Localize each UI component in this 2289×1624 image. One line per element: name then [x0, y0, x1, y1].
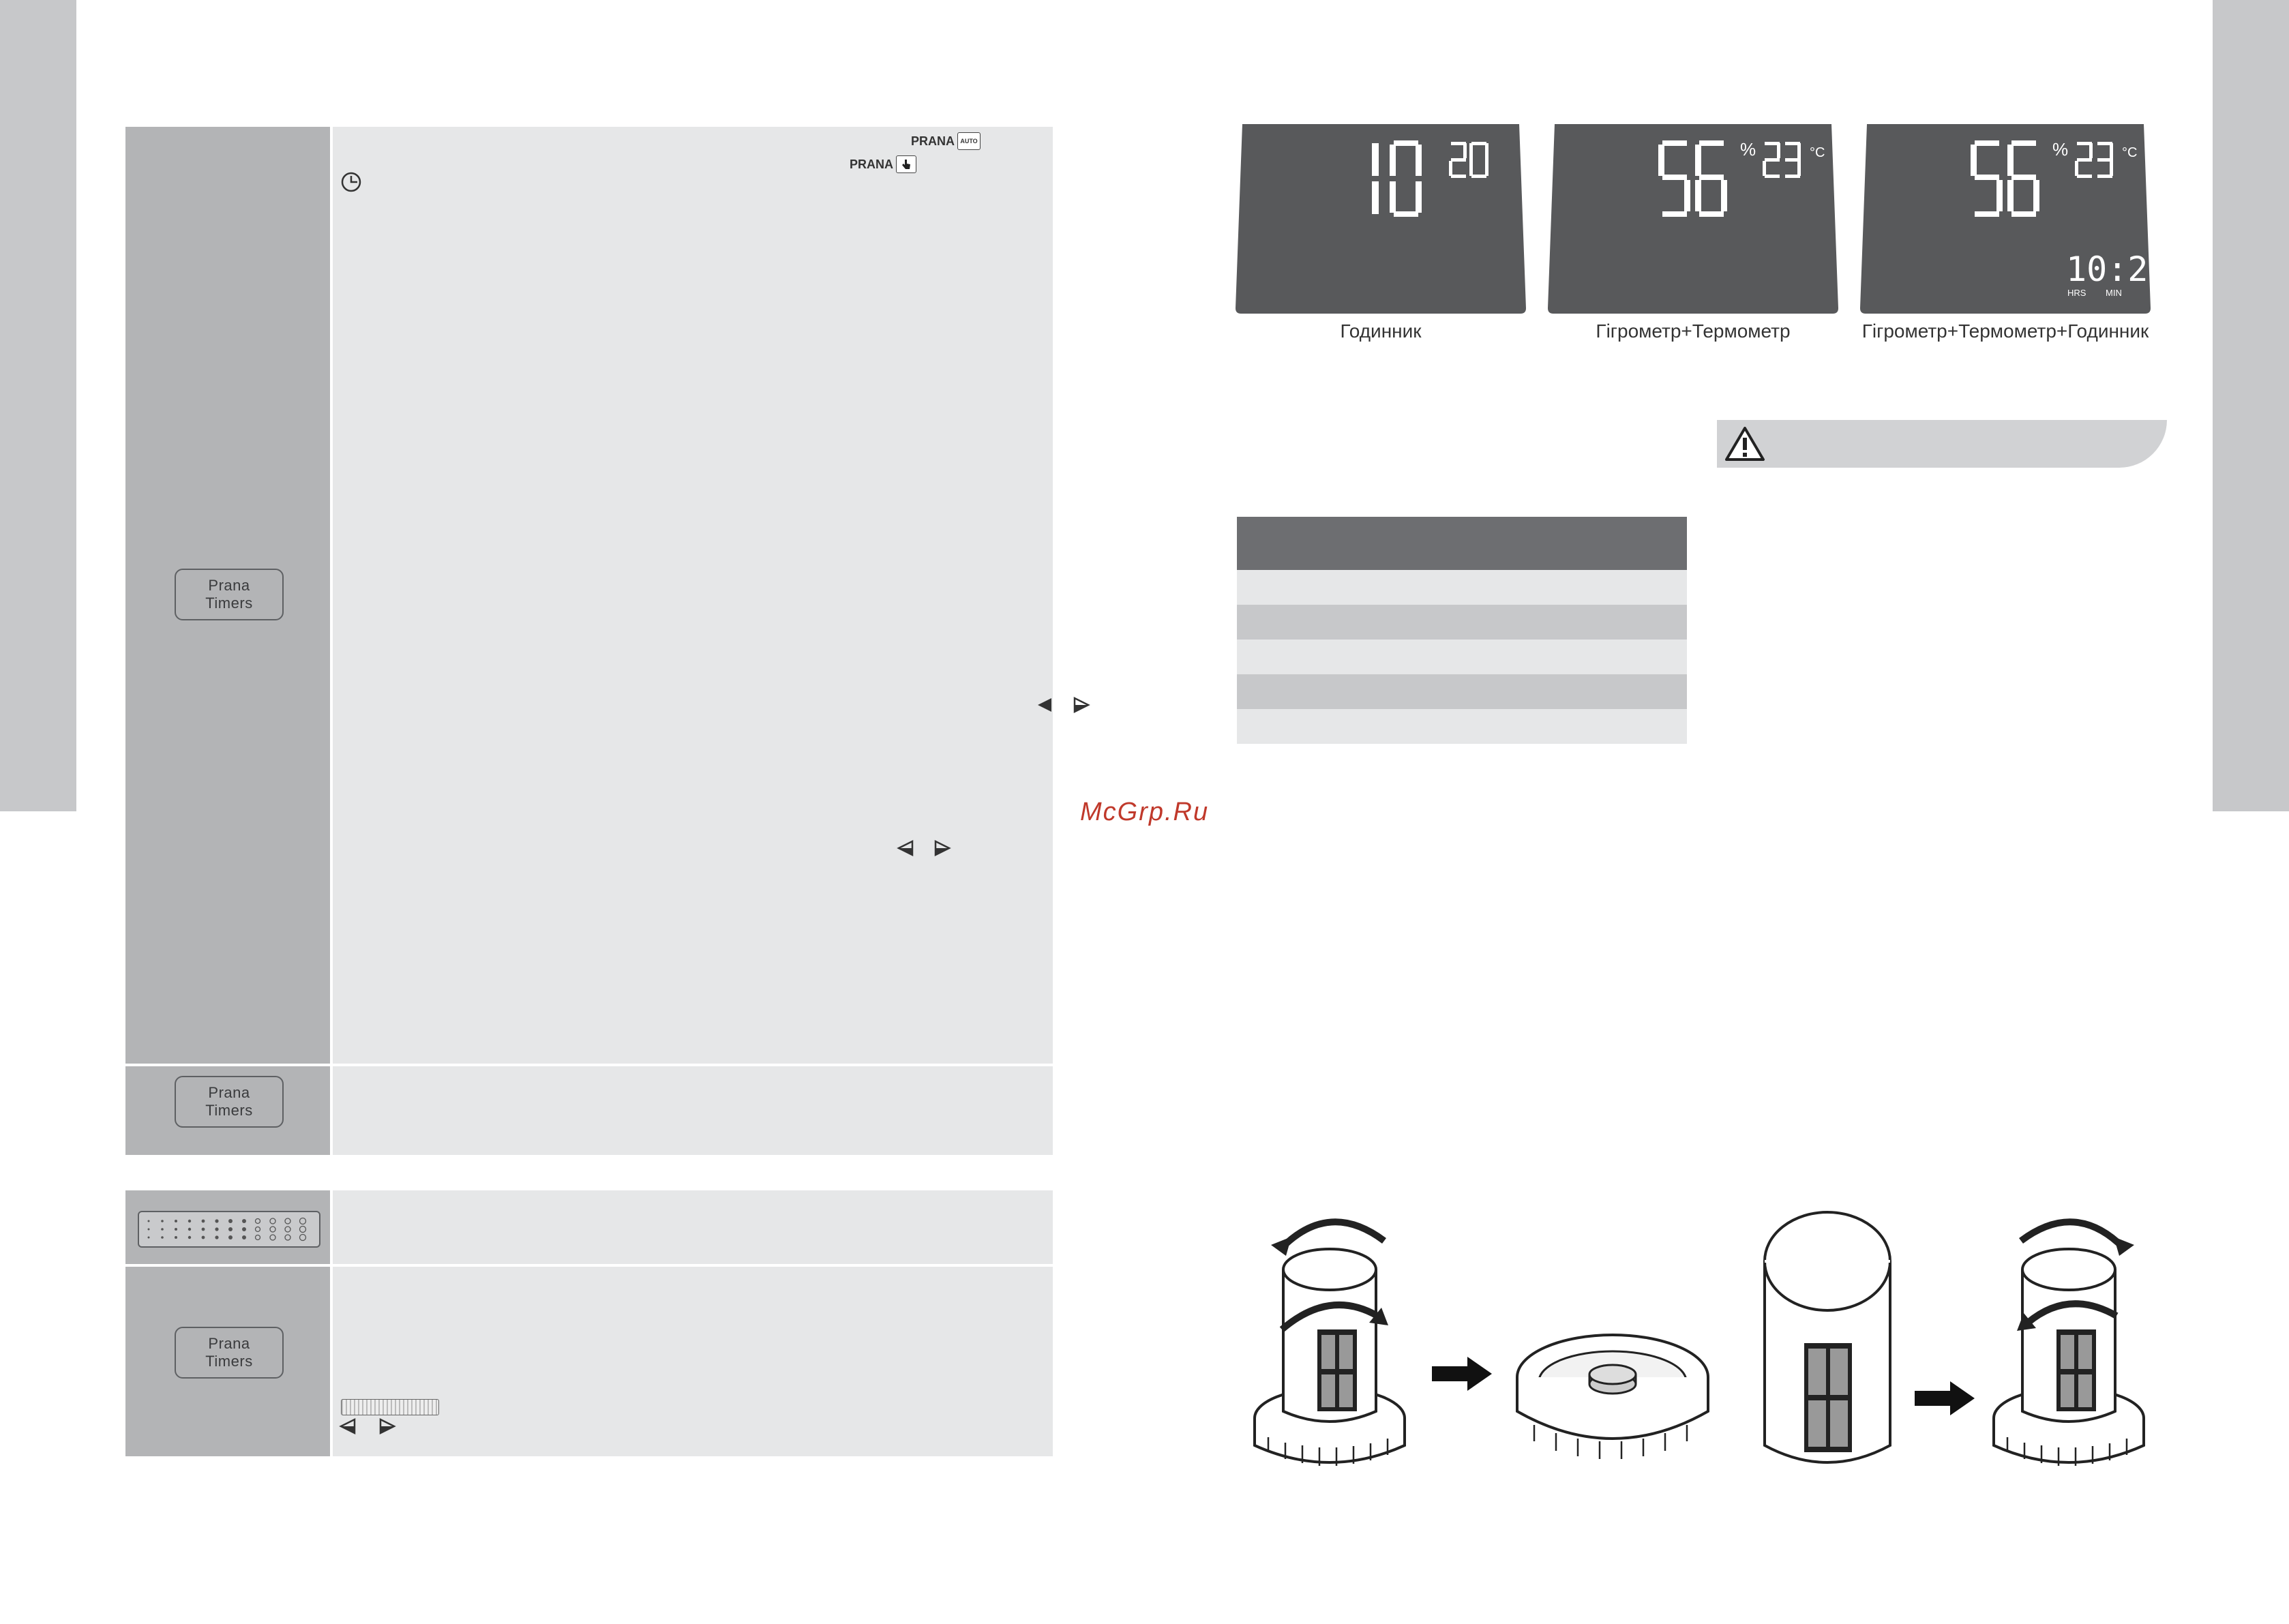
timer-level-bar	[341, 1399, 439, 1415]
prana-timers-button[interactable]	[175, 1076, 284, 1128]
celsius-unit: °C	[1810, 145, 1825, 160]
spec-table	[1237, 517, 1687, 744]
prana-manual-indicator	[850, 155, 916, 173]
filter-unscrew-illustration	[1255, 1207, 1418, 1479]
icon-cell	[125, 1267, 330, 1456]
warning-icon	[1724, 425, 1766, 462]
table-row	[1237, 605, 1687, 640]
caution-bar	[1717, 420, 2167, 468]
left-arrow-icon	[897, 840, 915, 856]
prana-manual-label: PRANA	[850, 157, 894, 171]
button-line1: Prana	[208, 1335, 250, 1352]
filter-cartridge-illustration	[1759, 1207, 1896, 1479]
icon-cell	[125, 127, 330, 1064]
left-page-tab	[0, 0, 76, 811]
caption-hygro-thermo-clock: Гігрометр+Термометр+Годинник	[1861, 320, 2149, 342]
left-arrow-icon	[1036, 697, 1054, 713]
percent-unit: %	[2052, 139, 2069, 160]
right-arrow-icon	[378, 1418, 395, 1434]
timer-slider-row	[125, 1267, 1053, 1456]
text-cell	[333, 1190, 1053, 1264]
prana-timers-button[interactable]	[175, 1327, 284, 1379]
text-cell	[333, 127, 1053, 1064]
arrow-right-icon	[1432, 1357, 1493, 1391]
left-arrow-icon	[340, 1418, 357, 1434]
caption-clock: Годинник	[1340, 320, 1422, 342]
right-arrow-icon	[933, 840, 951, 856]
hrs-label: HRS	[2067, 288, 2086, 298]
spec-table-header	[1237, 517, 1687, 570]
left-right-arrows	[1036, 697, 1090, 713]
timers-description-row	[125, 127, 1053, 1064]
button-line2: Timers	[205, 1102, 253, 1119]
button-line2: Timers	[205, 1353, 253, 1370]
table-row	[1237, 570, 1687, 605]
display-hygro-thermo-clock	[1860, 121, 2169, 314]
table-row	[1237, 640, 1687, 674]
filter-screw-illustration	[1994, 1207, 2157, 1479]
icon-cell	[125, 1066, 330, 1155]
celsius-unit: °C	[2122, 145, 2138, 160]
timers-second-row	[125, 1066, 1053, 1155]
display-clock	[1236, 121, 1526, 314]
right-arrow-icon	[1072, 697, 1090, 713]
prana-auto-label: PRANA	[911, 134, 955, 148]
icon-cell	[125, 1190, 330, 1264]
watermark: McGrp.Ru	[1080, 798, 1210, 826]
prana-timers-button[interactable]	[175, 569, 284, 620]
left-right-arrows-2	[897, 840, 951, 856]
led-dots-icon	[139, 1212, 319, 1246]
percent-unit: %	[1740, 139, 1756, 160]
auto-mode-icon: AUTO	[957, 132, 981, 150]
text-cell	[333, 1267, 1053, 1456]
prana-auto-indicator	[911, 132, 981, 150]
table-row	[1237, 709, 1687, 744]
hand-pointer-icon	[896, 155, 916, 173]
min-label: MIN	[2106, 288, 2122, 298]
clock-readout: 10:20	[2066, 250, 2169, 289]
text-cell	[333, 1066, 1053, 1155]
indicator-row	[125, 1190, 1053, 1264]
caption-hygro-thermo: Гігрометр+Термометр	[1596, 320, 1791, 342]
right-page-tab	[2213, 0, 2289, 811]
arrow-right-icon	[1915, 1381, 1976, 1415]
led-dot-indicator	[138, 1211, 320, 1248]
button-line1: Prana	[208, 1084, 250, 1101]
button-line2: Timers	[205, 595, 253, 612]
left-right-arrows-3	[340, 1418, 395, 1434]
filter-base-illustration	[1514, 1302, 1711, 1473]
table-row	[1237, 674, 1687, 709]
display-hygro-thermo	[1548, 121, 1838, 314]
button-line1: Prana	[208, 577, 250, 594]
clock-icon	[340, 170, 363, 194]
